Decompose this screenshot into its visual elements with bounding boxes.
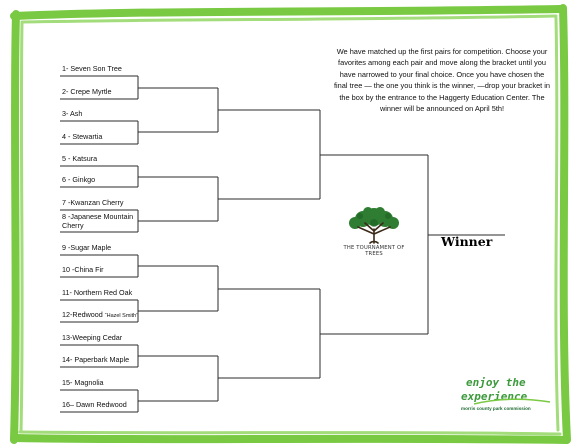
bracket-entry-5: 5 - Katsura: [62, 154, 98, 163]
bracket-entry-2: 2- Crepe Myrtle: [62, 87, 112, 96]
brand-line-1: enjoy the: [466, 376, 526, 389]
bracket-entry-12-cultivar: “Hazel Smith”: [104, 313, 139, 319]
brand-line-2: experience: [461, 390, 528, 403]
winner-label: Winner: [441, 234, 493, 249]
bracket-entry-12: [62, 311, 138, 321]
bracket-entry-1: 1- Seven Son Tree: [62, 64, 122, 73]
bracket-entry-14: 14- Paperbark Maple: [62, 355, 130, 364]
bracket-entry-6: 6 - Ginkgo: [62, 175, 96, 184]
bracket-entry-12-name: 12-Redwood: [62, 310, 105, 319]
bracket-entry-15: 15- Magnolia: [62, 378, 104, 387]
bracket-entry-11: 11- Northern Red Oak: [62, 288, 133, 297]
instructions-text: We have matched up the first pairs for competition. Choose your favorites among each pair and move along the bracket until you have narrowed to your final choice. Once you have chosen the final tree — the one you think is the winner, —drop your bracket in the box by the entrance to the Haggerty Education Center. The winner will be announced on April 5th!: [333, 47, 551, 114]
tree-icon: [338, 207, 410, 247]
bracket-entry-8: 8 -Japanese Mountain Cherry: [62, 212, 134, 230]
bracket-entry-16: 16– Dawn Redwood: [62, 400, 127, 409]
logo-caption: THE TOURNAMENT OF TREES: [343, 245, 405, 257]
bracket-entry-3: 3- Ash: [62, 109, 83, 118]
bracket-entry-7: 7 -Kwanzan Cherry: [62, 198, 124, 207]
bracket-entry-13: 13-Weeping Cedar: [62, 333, 123, 342]
bracket-entry-4: 4 - Stewartia: [62, 132, 103, 141]
bracket-entry-10: 10 -China Fir: [62, 265, 104, 274]
brand-line-3: morris county park commission: [461, 406, 531, 411]
bracket-entry-9: 9 -Sugar Maple: [62, 243, 112, 252]
